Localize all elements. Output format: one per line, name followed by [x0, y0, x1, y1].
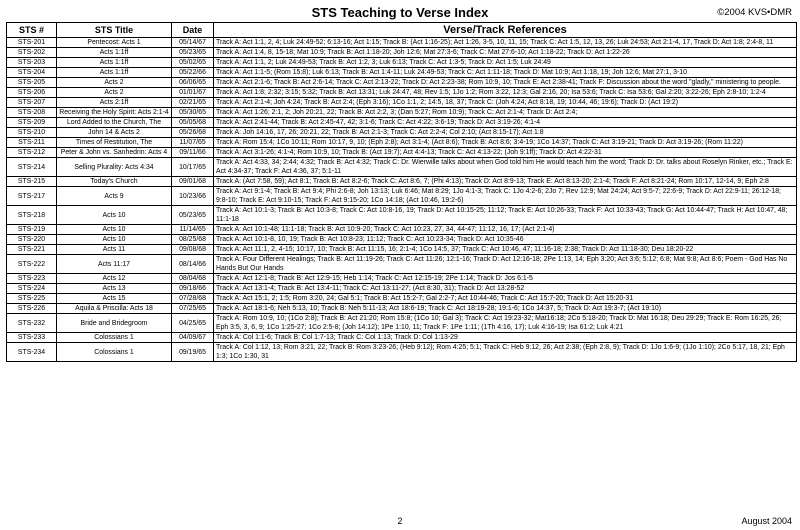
sts-number-cell: STS-217 — [7, 187, 57, 206]
table-row — [7, 78, 797, 88]
date-cell: 05/22/66 — [172, 68, 214, 78]
sts-number-cell: STS-211 — [7, 138, 57, 148]
date-cell: 08/25/68 — [172, 235, 214, 245]
sts-number-cell: STS-206 — [7, 88, 57, 98]
verse-refs-cell: Track A: Act 2:1-6; Track B: Act 2:6-14; Track C: Act 2:13-22; Track D: Act 2:23-38; Rom 10:9, 10; Track E: Act 2:38-41; Track F: Discussion about the word "gladly," ministering to people. — [214, 78, 797, 88]
table-row — [7, 58, 797, 68]
date-cell: 07/25/65 — [172, 304, 214, 314]
sts-title-cell: Times of Restitution, The — [57, 138, 172, 148]
date-cell: 05/26/68 — [172, 128, 214, 138]
date-cell: 05/05/68 — [172, 118, 214, 128]
verse-refs-cell: Track A: Col 1:1-6; Track B: Col 1:7-13; Track C: Col 1:13; Track D: Col 1:13-29 — [214, 333, 797, 343]
verse-refs-cell: Track A: Act 1:1, 2; Luk 24:49-53; Track B: Act 1:2, 3; Luk 6:13; Track C: Act 1:3-5; Track D: Act 1:5; Luk 24:49 — [214, 58, 797, 68]
date-cell: 05/30/65 — [172, 108, 214, 118]
date-cell: 09/11/66 — [172, 148, 214, 158]
verse-refs-cell: Track A: Joh 14:16, 17, 26; 20:21, 22; Track B: Act 2:1-3; Track C: Act 2:2-4; Col 2:10; (Act 8:15-17); Act 1:8 — [214, 128, 797, 138]
sts-title-cell: Acts 11 — [57, 245, 172, 255]
sts-title-cell: Acts 2 — [57, 78, 172, 88]
sts-number-cell: STS-218 — [7, 206, 57, 225]
date-cell: 06/06/65 — [172, 78, 214, 88]
table-row — [7, 235, 797, 245]
sts-number-cell: STS-209 — [7, 118, 57, 128]
table-row — [7, 274, 797, 284]
sts-title-cell: Acts 2:1ff — [57, 98, 172, 108]
table-row — [7, 177, 797, 187]
date-cell: 10/17/65 — [172, 158, 214, 177]
date-cell: 05/02/65 — [172, 58, 214, 68]
verse-refs-cell: Track A: Act 2:1-4; Joh 4:24; Track B: Act 2:4; (Eph 3:16); 1Co 1:1, 2; 14:5, 18, 37; Track C: (Joh 4:24; Act 8:18, 19; 10:44, 46; 19:6); Track D: (Act 19:2) — [214, 98, 797, 108]
verse-refs-cell: Track A: Rom 10:9, 10; (1Co 2:8); Track B: Act 21:20; Rom 15:8; (1Co 10; Gal 3); Track C: Act 19:23-32; Mat16:18; 2Co 5:18-20; Track D: Mat 16:18; Deu 29:29; Track E: Rom 16:25, 26; Eph 3:5, 3, 6, 9; 1Co 1:25-27; 1Co 2:5-8; (Joh 14:12); 1Pe 1:10, 11; Track F: 1Pe 1:11; (1Th 4:16, 17); Luk 4:16-19; Isa 61:2; Luk 4:21 — [214, 314, 797, 333]
table-row — [7, 333, 797, 343]
verse-refs-cell: Track A: Act 1:8; 2:32; 3:15; 5:32; Track B: Act 13:31; Luk 24:47, 48; Rev 1:5; 1Jo 1:2; Rom 3:22, 12:3; Gal 2:16, 20; Isa 53:6; Track C: Isa 53:6; Gal 2:20; 3:22-26; Eph 2:8-10; 1:2-4 — [214, 88, 797, 98]
sts-number-cell: STS-214 — [7, 158, 57, 177]
date-cell: 09/18/66 — [172, 284, 214, 294]
table-row — [7, 314, 797, 333]
table-row — [7, 294, 797, 304]
sts-title-cell: Acts 1:1ff — [57, 58, 172, 68]
sts-title-cell: Bride and Bridegroom — [57, 314, 172, 333]
table-row — [7, 158, 797, 177]
verse-refs-cell: Track A: (Act 7:58, 59); Act 8:1; Track B: Act 8:2-6; Track C: Act 8:6, 7; (Phi 4:13); Track D: Act 8:9-13; Track E: Act 8:13-20; 2:1-4; Track F: Act 8:21-24; Rom 10:17, 12-14, 9; Eph 2:8 — [214, 177, 797, 187]
date-cell: 02/21/65 — [172, 98, 214, 108]
header-sts-number: STS # — [7, 23, 57, 38]
table-row — [7, 206, 797, 225]
table-row — [7, 255, 797, 274]
sts-number-cell: STS-221 — [7, 245, 57, 255]
date-cell: 08/04/68 — [172, 274, 214, 284]
sts-title-cell: Acts 12 — [57, 274, 172, 284]
verse-index-table — [6, 22, 797, 362]
table-row — [7, 68, 797, 78]
sts-title-cell: Acts 11:17 — [57, 255, 172, 274]
table-row — [7, 148, 797, 158]
table-row — [7, 304, 797, 314]
verse-refs-cell: Track A: Act 10:1-3; Track B: Act 10:3-8; Track C: Act 10:8-16, 19; Track D: Act 10:15-25; 11:12; Track E: Act 10:26-33; Track F: Act 10:33-43; Track G: Act 10:44-47; Track H: Act 10:47, 48; 11:1-18 — [214, 206, 797, 225]
sts-number-cell: STS-220 — [7, 235, 57, 245]
sts-number-cell: STS-202 — [7, 48, 57, 58]
page-number: 2 — [397, 516, 403, 526]
sts-number-cell: STS-224 — [7, 284, 57, 294]
verse-refs-cell: Track A: Act 12:1-8; Track B: Act 12:9-15; Heb 1:14; Track C: Act 12:15-19; 2Pe 1:14; Track D: Jos 6:1-5 — [214, 274, 797, 284]
table-row — [7, 98, 797, 108]
verse-refs-cell: Track A: Act 1:1-5; (Rom 15:8); Luk 6:13; Track B: Act 1:4-11; Luk 24:49-53; Track C: Act 1:11-18; Track D: Mat 10:9; Act 1:18, 19; Joh 12:6; Mat 27:1, 3-10 — [214, 68, 797, 78]
sts-number-cell: STS-205 — [7, 78, 57, 88]
sts-title-cell: Acts 10 — [57, 206, 172, 225]
sts-title-cell: Colossians 1 — [57, 343, 172, 362]
verse-refs-cell: Track A: Act 3:1-26; 4:1-4; Rom 10:9, 10; Track B: (Act 19:7); Act 4:4-13; Track C: Act 4:13-22; (Joh 9:1ff); Track D: Act 4:22-31 — [214, 148, 797, 158]
sts-number-cell: STS-208 — [7, 108, 57, 118]
header-sts-title: STS Title — [57, 23, 172, 38]
verse-refs-cell: Track A: Col 1:12, 13; Rom 3:21, 22; Track B: Rom 3:23-26; (Heb 9:12); Rom 4:25; 5:1; Track C: Heb 9:12, 26; Act 2:38; (Eph 2:8, 9); Track D: 1Jo 1:6-9; (1Jo 1:10); 2Co 5:17, 18, 21; Eph 1:3; 1Co 1:30, 31 — [214, 343, 797, 362]
sts-number-cell: STS-222 — [7, 255, 57, 274]
date-cell: 04/09/67 — [172, 333, 214, 343]
sts-title-cell: Acts 10 — [57, 235, 172, 245]
verse-refs-cell: Track A: Rom 15:4; 1Co 10:11; Rom 10:17, 9, 10; (Eph 2:8); Act 3:1-4; (Act 8:6); Track B: Act 8:6; 3:4-19; 1Co 14:37; Track C: Act 3:19-21; Track D: Act 3:19-26; (Rom 11:22) — [214, 138, 797, 148]
sts-number-cell: STS-232 — [7, 314, 57, 333]
table-row — [7, 343, 797, 362]
sts-number-cell: STS-210 — [7, 128, 57, 138]
table-header-row — [7, 23, 797, 38]
sts-number-cell: STS-233 — [7, 333, 57, 343]
sts-title-cell: Acts 1:1ff — [57, 68, 172, 78]
verse-refs-cell: Track A: Act 11:1, 2, 4-15; 10:17, 10; Track B: Act 11:15, 16; 2:1-4; 1Co 14:5, 37; Track C: Act 10:46, 47; 11:16-18; 2:38; Track D: Act 11:18-30; Deu 18:20-22 — [214, 245, 797, 255]
sts-title-cell: Lord Added to the Church, The — [57, 118, 172, 128]
sts-number-cell: STS-204 — [7, 68, 57, 78]
date-cell: 04/25/65 — [172, 314, 214, 333]
sts-number-cell: STS-226 — [7, 304, 57, 314]
table-row — [7, 38, 797, 48]
sts-title-cell: Acts 2 — [57, 88, 172, 98]
date-cell: 01/01/67 — [172, 88, 214, 98]
sts-number-cell: STS-207 — [7, 98, 57, 108]
verse-refs-cell: Track A: Act 18:1-6; Neh 5:13, 10; Track B: Neh 5:11-13; Act 18:6-19; Track C: Act 18:19-28; 19:1-6; 1Co 14:37, 5; Track D: Act 19:3-7; (Act 19:10) — [214, 304, 797, 314]
table-body — [7, 38, 797, 362]
sts-number-cell: STS-219 — [7, 225, 57, 235]
footer-date: August 2004 — [741, 516, 792, 526]
sts-title-cell: Pentecost: Acts 1 — [57, 38, 172, 48]
sts-number-cell: STS-225 — [7, 294, 57, 304]
verse-refs-cell: Track A: Act 10:1-48; 11:1-18; Track B: Act 10:9-20; Track C: Act 10:23, 27, 34, 44-47; 11:12, 16, 17; (Act 2:1-4) — [214, 225, 797, 235]
sts-title-cell: Aquila & Priscilla: Acts 18 — [57, 304, 172, 314]
table-row — [7, 284, 797, 294]
sts-number-cell: STS-223 — [7, 274, 57, 284]
table-row — [7, 118, 797, 128]
verse-refs-cell: Track A: Act 10:1-8, 10, 19; Track B: Act 10:8-23; 11:12; Track C: Act 10:23-34; Track D: Act 10:35-46 — [214, 235, 797, 245]
sts-number-cell: STS-212 — [7, 148, 57, 158]
date-cell: 11/07/65 — [172, 138, 214, 148]
verse-refs-cell: Track A: Act 4:33, 34; 2:44; 4:32; Track B: Act 4:32; Track C: Dr. Wierwille talks about when God told him He would teach him the word; Track D: Dr. talks about Roselyn Rinker, etc.; Track E: Act 4:34-37; Track F: Act 4:36, 37; 5:1-11 — [214, 158, 797, 177]
sts-title-cell: Selling Plurality: Acts 4:34 — [57, 158, 172, 177]
date-cell: 05/23/65 — [172, 206, 214, 225]
table-row — [7, 48, 797, 58]
sts-title-cell: John 14 & Acts 2 — [57, 128, 172, 138]
table-row — [7, 225, 797, 235]
sts-number-cell: STS-215 — [7, 177, 57, 187]
table-row — [7, 245, 797, 255]
header-date: Date — [172, 23, 214, 38]
date-cell: 07/28/68 — [172, 294, 214, 304]
table-row — [7, 108, 797, 118]
sts-title-cell: Receiving the Holy Spirit: Acts 2:1-4 — [57, 108, 172, 118]
copyright-notice: ©2004 KVS•DMR — [717, 7, 792, 18]
date-cell: 09/01/68 — [172, 177, 214, 187]
date-cell: 09/08/68 — [172, 245, 214, 255]
sts-title-cell: Acts 1:1ff — [57, 48, 172, 58]
verse-refs-cell: Track A: Four Different Healings; Track B: Act 11:19-26; Track C: Act 11:26; 12:1-16; Track D: Act 12:16-18; 2Pe 1:13, 14; Eph 3:20; Act 3:6; 5:12; 6:8; Mat 9:8; Act 8:6; Poem - God Has No Hands But Our Hands — [214, 255, 797, 274]
header-verse-track-references: Verse/Track References — [214, 23, 797, 38]
verse-refs-cell: Track A: Act 15:1, 2; 1:5; Rom 3:20, 24; Gal 5:1; Track B: Act 15:2-7; Gal 2:2-7; Act 10:44-46; Track C: Act 15:7-20; Track D: Act 15:20-31 — [214, 294, 797, 304]
table-row — [7, 138, 797, 148]
sts-title-cell: Peter & John vs. Sanhedrin: Acts 4 — [57, 148, 172, 158]
sts-number-cell: STS-203 — [7, 58, 57, 68]
sts-title-cell: Acts 13 — [57, 284, 172, 294]
table-row — [7, 88, 797, 98]
sts-title-cell: Acts 15 — [57, 294, 172, 304]
page-title: STS Teaching to Verse Index — [311, 5, 489, 20]
verse-refs-cell: Track A: Act 1:4, 8, 15-18; Mat 10:9; Track B: Act 1:18-20; Joh 12:6; Mat 27:3-6; Track C: Mat 27:6-10; Act 1:18-22; Track D: Act 1:22-26 — [214, 48, 797, 58]
verse-refs-cell: Track A: Act 2:41-44; Track B: Act 2:45-47, 42; 3:1-6; Track C: Act 4:22; 3:6-19; Track D: Act 3:19-26; 4:1-4 — [214, 118, 797, 128]
table-row — [7, 187, 797, 206]
sts-title-cell: Acts 9 — [57, 187, 172, 206]
sts-title-cell: Today's Church — [57, 177, 172, 187]
verse-refs-cell: Track A: Act 1:26; 2:1, 2; Joh 20:21, 22; Track B: Act 2:2, 3; (Dan 5:27; Rom 10:9); Track C: Act 2:1-4; Track D: Act 2:4; — [214, 108, 797, 118]
date-cell: 05/14/67 — [172, 38, 214, 48]
date-cell: 11/14/65 — [172, 225, 214, 235]
date-cell: 10/23/66 — [172, 187, 214, 206]
sts-number-cell: STS-234 — [7, 343, 57, 362]
sts-number-cell: STS-201 — [7, 38, 57, 48]
sts-title-cell: Acts 10 — [57, 225, 172, 235]
verse-refs-cell: Track A: Act 9:1-4; Track B: Act 9:4; Phi 2:6-8; Joh 13:13; Luk 6:46; Mat 8:29; 1Jo 4:1-3; Track C: 1Jo 4:2-6; 2Jo 7; Rev 12:9; Mat 24:24; Act 9:5-7; 22:6-9; Track D: Act 22:9-11; 26:12-18; 9:8-10; Track E: Act 9:10-15; Track F: Act 9:15-20; 1Co 14:18; (Act 10:46, 19:2-6) — [214, 187, 797, 206]
date-cell: 08/14/66 — [172, 255, 214, 274]
date-cell: 09/19/65 — [172, 343, 214, 362]
verse-refs-cell: Track A: Act 1:1, 2, 4; Luk 24:49-52; 6:13-16; Act 1:15; Track B: (Act 1:16-25); Act 1:26, 3-5, 10, 11, 15; Track C: Act 1:5, 12, 13, 26; Luk 24:53; Act 2:1-4, 17, Track D: Act 1:8; 2:4-8, 11 — [214, 38, 797, 48]
sts-title-cell: Colossians 1 — [57, 333, 172, 343]
table-row — [7, 128, 797, 138]
date-cell: 05/23/65 — [172, 48, 214, 58]
verse-refs-cell: Track A: Act 13:1-4; Track B: Act 13:4-11; Track C: Act 13:11-27; (Act 8:30, 31); Track D: Act 13:28-52 — [214, 284, 797, 294]
